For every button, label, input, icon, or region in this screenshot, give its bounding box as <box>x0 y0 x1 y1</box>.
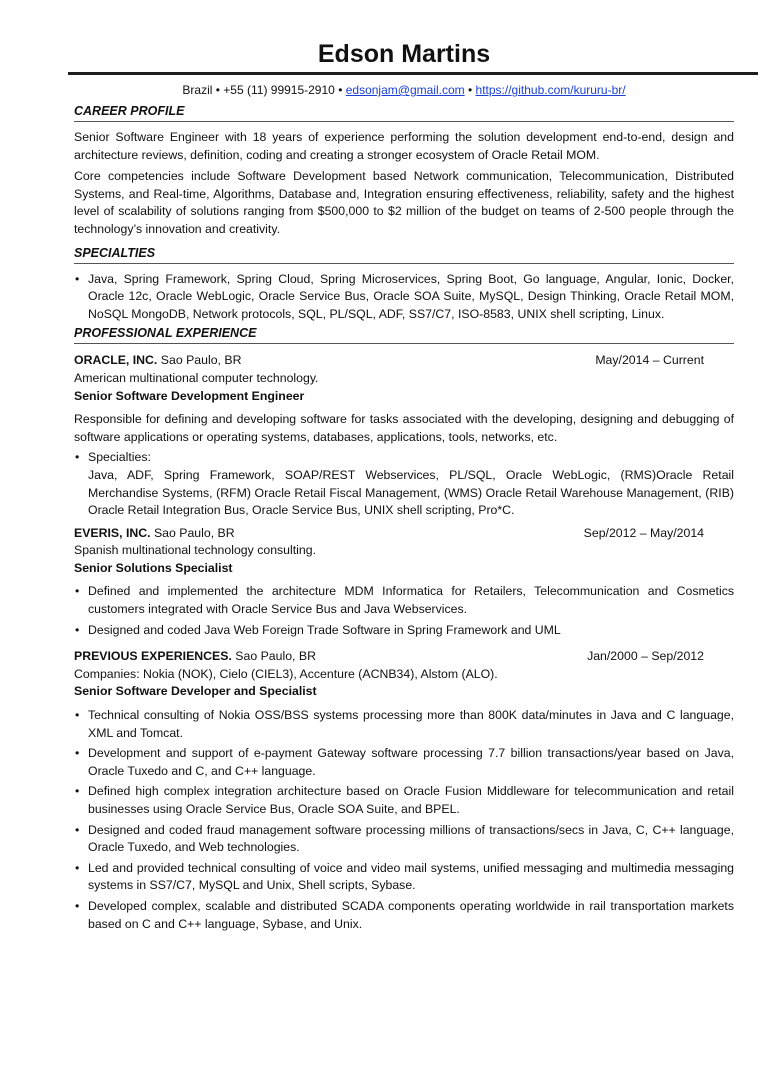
job-bullets <box>74 583 734 639</box>
name-divider <box>68 72 758 75</box>
experience-heading: PROFESSIONAL EXPERIENCE <box>74 326 734 344</box>
bullet-icon: • <box>75 822 80 837</box>
job-oracle <box>74 352 734 519</box>
list-item: • Defined high complex integration architecture based on Oracle Fusion Middleware for telecommunication and retail businesses using Oracle Service Bus, Oracle SOA Suite, and BPEL. <box>75 784 734 816</box>
company-description: American multinational computer technology. <box>74 370 319 385</box>
specialties-heading: SPECIALTIES <box>74 246 734 264</box>
contact-line <box>74 83 734 98</box>
bullet-icon: • <box>75 622 80 637</box>
career-profile-heading: CAREER PROFILE <box>74 104 734 122</box>
job-bullets <box>74 707 734 933</box>
email-link[interactable]: edsonjam@gmail.com <box>345 83 465 97</box>
job-summary: Responsible for defining and developing software for tasks associated with the developing, designing and debugging of software applications or operating systems, databases, applications, tools, networks, etc. <box>74 412 734 444</box>
company-location: Sao Paulo, BR <box>153 525 235 540</box>
job-previous <box>74 648 734 933</box>
company-location: Sao Paulo, BR <box>160 353 242 368</box>
bullet-icon: • <box>75 746 80 761</box>
company-name: ORACLE, INC. <box>74 353 158 368</box>
job-role: Senior Software Development Engineer <box>74 388 305 403</box>
list-item: • Java, Spring Framework, Spring Cloud, Spring Microservices, Spring Boot, Go language, Angular, Ionic, Docker, Oracle 12c, Oracle WebLogic, Oracle Service Bus, Oracle SOA Suite, MySQL, Design Thinking, Oracle Retail MOM, NoSQL MongoDB, Network protocols, SQL, PL/SQL, ADF, SS7/C7, ISO-8583, UNIX shell scripting, Linux. <box>75 271 734 321</box>
company-description: Companies: Nokia (NOK), Cielo (CIEL3), Accenture (ACNB34), Alstom (ALO). <box>74 666 498 681</box>
bullet-icon: • <box>75 784 80 799</box>
phone: +55 (11) 99915-2910 <box>223 83 335 97</box>
location: Brazil <box>182 83 213 97</box>
candidate-name: Edson Martins <box>317 40 491 68</box>
resume-page <box>74 40 734 936</box>
bullet-icon: • <box>75 860 80 875</box>
list-item: • Designed and coded Java Web Foreign Trade Software in Spring Framework and UML <box>74 622 734 640</box>
job-dates: Sep/2012 – May/2014 <box>583 525 704 540</box>
job-everis <box>74 525 734 640</box>
list-item: • Technical consulting of Nokia OSS/BSS systems processing more than 800K data/minutes in Java and C language, XML and Tomcat. <box>75 708 734 740</box>
company-location: Sao Paulo, BR <box>235 649 316 664</box>
job-role: Senior Solutions Specialist <box>74 560 233 575</box>
career-profile-summary: Senior Software Engineer with 18 years of experience performing the solution development end-to-end, design and architecture reviews, definition, coding and creating a stronger ecosystem of Oracle Retail MOM. <box>74 130 734 162</box>
list-item: • Developed complex, scalable and distributed SCADA components operating worldwide in rail transportation markets based on C and C++ language, Sybase, and Unix. <box>75 898 734 931</box>
separator: • <box>215 83 220 97</box>
list-item: • Development and support of e-payment Gateway software processing 7.7 billion transactions/year based on Java, Oracle Tuxedo and C, and C++ language. <box>75 746 734 778</box>
bullet-icon: • <box>75 898 80 913</box>
bullet-icon: • <box>75 450 80 465</box>
list-item: • Specialties: Java, ADF, Spring Framework, SOAP/REST Webservices, PL/SQL, Oracle WebLogic, (RMS)Oracle Retail Merchandise Systems, (RFM) Oracle Retail Fiscal Management, (WMS) Oracle Retail Warehouse Management, (RIB) Oracle Retail Integration Bus, Oracle Service Bus, UNIX shell scripting, Pro*C. <box>75 450 734 518</box>
bullet-icon: • <box>75 584 80 599</box>
separator: • <box>467 83 473 97</box>
job-dates: Jan/2000 – Sep/2012 <box>587 649 704 664</box>
bullet-icon: • <box>75 271 80 286</box>
list-item: • Defined and implemented the architecture MDM Informatica for Retailers, Telecommunication and Cosmetics customers integrated with Oracle Service Bus and Java Webservices. <box>75 584 734 617</box>
company-name: PREVIOUS EXPERIENCES. <box>74 649 232 664</box>
company-name: EVERIS, INC. <box>74 525 151 540</box>
separator: • <box>338 83 343 97</box>
job-dates: May/2014 – Current <box>595 353 704 368</box>
specialties-list <box>74 271 734 324</box>
bullet-icon: • <box>75 708 80 723</box>
job-specialties-list <box>74 449 734 519</box>
github-link[interactable]: https://github.com/kururu-br/ <box>475 83 626 97</box>
job-role: Senior Software Developer and Specialist <box>74 684 317 699</box>
list-item: • Designed and coded fraud management software processing millions of transactions/secs in Java, C, C++ language, Oracle Tuxedo, and Web technologies. <box>75 822 734 855</box>
core-competencies: Core competencies include Software Development based Network communication, Telecommunication, Distributed Systems, and Real-time, Algorithms, Database and, Integration ensuring effectiveness, reliability, safety and the highest level of scalability of solutions ranging from $500,000 to $2 million of the budget on teams of 2-500 people through the technology’s innovation and creativity. <box>74 169 734 236</box>
list-item: • Led and provided technical consulting of voice and video mail systems, unified messaging and multimedia messaging systems in SS7/C7, MySQL and Unix, Shell scripts, Sybase. <box>75 860 734 893</box>
company-description: Spanish multinational technology consulting. <box>74 543 316 558</box>
